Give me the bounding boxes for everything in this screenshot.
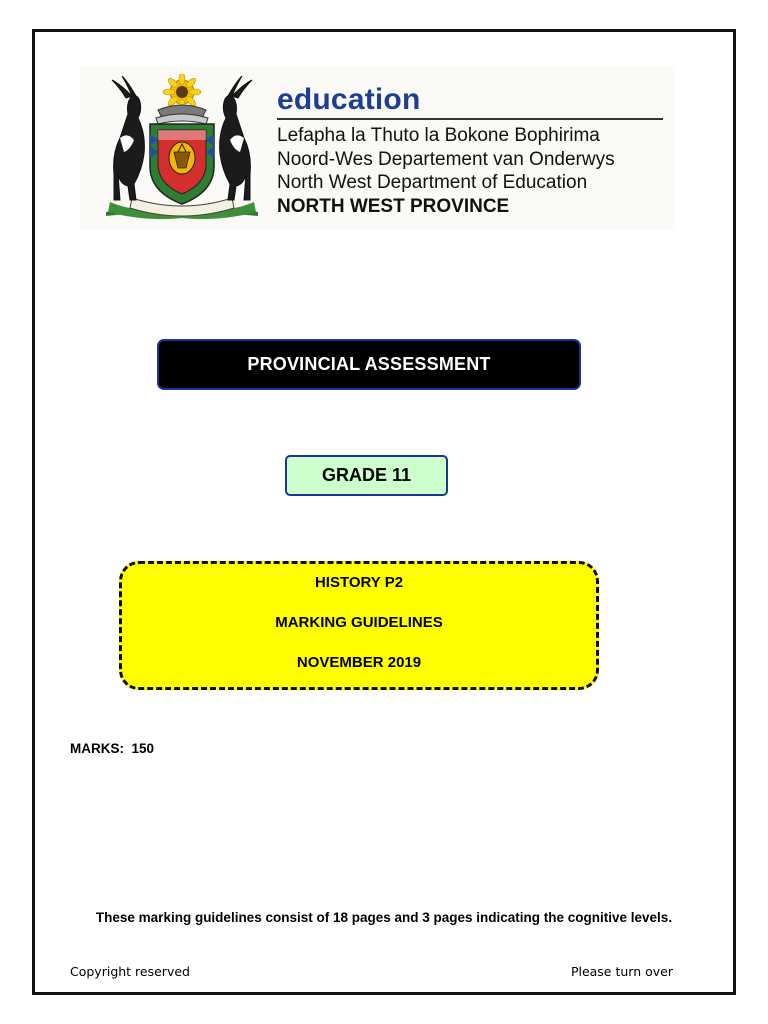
marks-label: MARKS: bbox=[70, 741, 124, 756]
coat-of-arms-icon bbox=[98, 74, 266, 224]
marks-value: 150 bbox=[131, 741, 155, 756]
marks-line bbox=[70, 741, 154, 756]
exam-date: NOVEMBER 2019 bbox=[296, 654, 422, 671]
department-name-english: North West Department of Education bbox=[277, 172, 588, 193]
subject-title: HISTORY P2 bbox=[314, 574, 404, 591]
banner-title: PROVINCIAL ASSESSMENT bbox=[247, 354, 491, 374]
province-name: NORTH WEST PROVINCE bbox=[277, 195, 510, 217]
grade-box bbox=[285, 455, 448, 496]
document-type: MARKING GUIDELINES bbox=[275, 614, 443, 631]
department-name-afrikaans: Noord-Wes Departement van Onderwys bbox=[277, 148, 615, 170]
turn-over-footer: Please turn over bbox=[570, 964, 673, 979]
department-name-block bbox=[277, 84, 669, 218]
provincial-assessment-banner bbox=[157, 339, 581, 390]
education-wordmark: education bbox=[277, 83, 421, 116]
subject-box bbox=[119, 561, 599, 690]
page-count-note: These marking guidelines consist of 18 pages and 3 pages indicating the cognitive levels. bbox=[95, 910, 673, 925]
copyright-footer: Copyright reserved bbox=[70, 964, 190, 979]
header-divider bbox=[277, 118, 663, 120]
department-name-setswana: Lefapha la Thuto la Bokone Bophirima bbox=[277, 125, 600, 146]
department-header bbox=[80, 66, 675, 230]
grade-label: GRADE 11 bbox=[321, 465, 412, 485]
